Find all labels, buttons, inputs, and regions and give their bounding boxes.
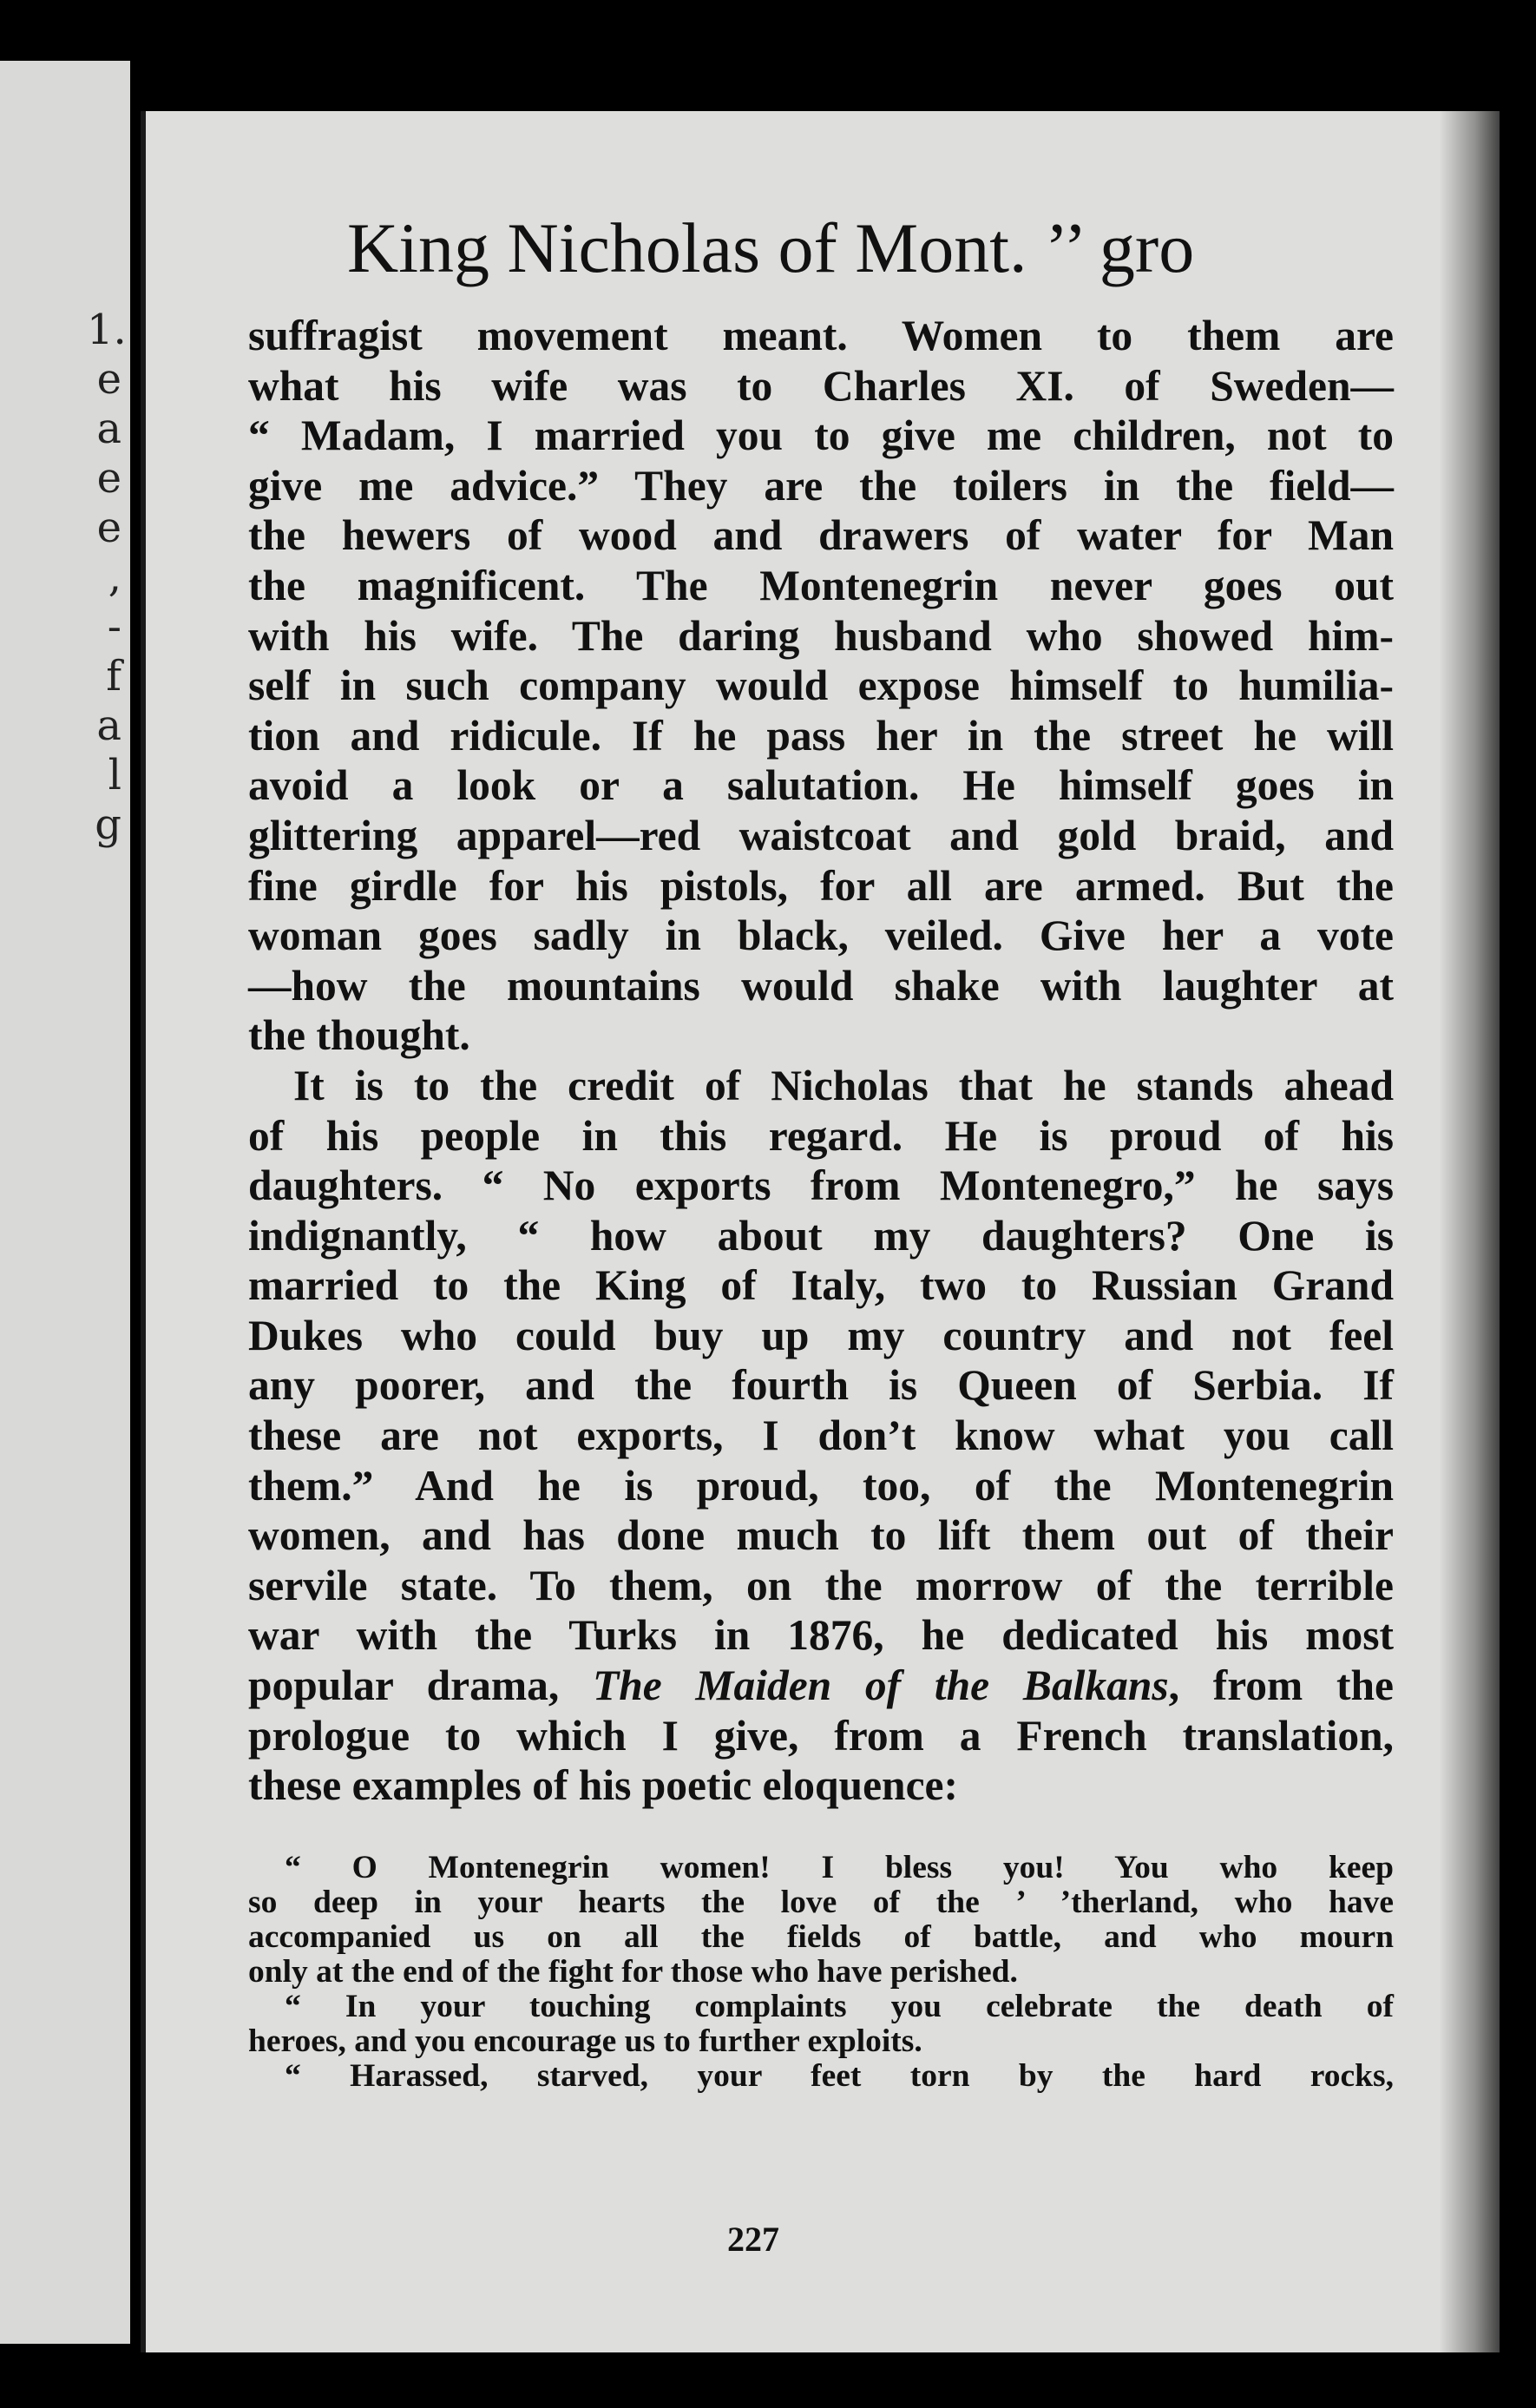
text-line: suffragist movement meant. Women to them are (248, 312, 1394, 359)
text-line: with his wife. The daring husband who showed him- (248, 611, 1394, 660)
drama-title: The Maiden of the Balkans (592, 1661, 1169, 1710)
text-line: give me advice.” They are the toilers in the field— (248, 461, 1394, 510)
text-line: so deep in your hearts the love of the ’ ’therland, who have (248, 1885, 1394, 1920)
facing-page-letter: , (108, 553, 121, 602)
text-line: any poorer, and the fourth is Queen of Serbia. If (248, 1361, 1394, 1410)
book-page (141, 111, 1500, 2352)
facing-page-letter: g (95, 800, 121, 849)
text-line: only at the end of the fight for those who have perished. (248, 1954, 1018, 1990)
text-line: the hewers of wood and drawers of water for Man (248, 511, 1394, 560)
paragraph-2-end (248, 1711, 1394, 1811)
text-line: woman goes sadly in black, veiled. Give her a vote (248, 911, 1394, 960)
text-line: tion and ridicule. If he pass her in the street he will (248, 711, 1394, 760)
facing-page-letter: f (106, 652, 121, 701)
facing-page-edge (0, 61, 130, 2344)
paragraph-1 (248, 311, 1394, 1061)
facing-page-letters (87, 306, 127, 850)
text-line: these examples of his poetic eloquence: (248, 1761, 959, 1810)
text-line: It is to the credit of Nicholas that he stands ahead (293, 1061, 1394, 1109)
facing-page-letter: e (96, 355, 121, 404)
text-line: the magnificent. The Montenegrin never goes out (248, 561, 1394, 609)
running-head: King Nicholas of Mont. ’’ gro (347, 208, 1195, 287)
text-line: “ Harassed, starved, your feet torn by the hard rocks, (285, 2058, 1394, 2094)
facing-page-letter: e (96, 454, 121, 503)
facing-page-letter: e (96, 503, 121, 552)
text-line: them.” And he is proud, too, of the Montenegrin (248, 1461, 1394, 1510)
text-line: accompanied us on all the fields of battle, and who mourn (248, 1919, 1394, 1955)
text-line: “ In your touching complaints you celebrate the death of (285, 1989, 1394, 2024)
text-line: avoid a look or a salutation. He himself goes in (248, 761, 1394, 810)
text-line: what his wife was to Charles XI. of Sweden— (248, 361, 1394, 410)
text-fragment: popular drama, (248, 1661, 593, 1710)
text-line: of his people in this regard. He is proud of his (248, 1111, 1394, 1160)
text-fragment: , from the (1168, 1661, 1394, 1710)
text-line: heroes, and you encourage us to further exploits. (248, 2023, 922, 2059)
page-gutter-shadow (1439, 111, 1500, 2352)
text-line: —how the mountains would shake with laughter at (248, 961, 1394, 1010)
facing-page-letter: 1. (87, 306, 127, 354)
page-number: 227 (727, 2220, 779, 2259)
text-line: Dukes who could buy up my country and not feel (248, 1311, 1394, 1359)
text-line: self in such company would expose himself to humilia- (248, 661, 1394, 710)
main-text (248, 311, 1394, 1811)
text-line: fine girdle for his pistols, for all are armed. But the (248, 861, 1394, 910)
text-line: indignantly, “ how about my daughters? One is (248, 1211, 1394, 1260)
text-line: servile state. To them, on the morrow of the terrible (248, 1561, 1394, 1609)
text-line: war with the Turks in 1876, he dedicated his most (248, 1611, 1394, 1660)
text-line: glittering apparel—red waistcoat and gold braid, and (248, 811, 1394, 859)
block-quote (248, 1851, 1394, 2094)
paragraph-2 (248, 1061, 1394, 1661)
facing-page-letter: a (96, 701, 121, 750)
facing-page-letter: - (107, 602, 121, 651)
text-line: these are not exports, I don’t know what you call (248, 1411, 1394, 1460)
text-line: women, and has done much to lift them out of their (248, 1511, 1394, 1560)
text-line: married to the King of Italy, two to Russian Grand (248, 1261, 1394, 1310)
text-line: daughters. “ No exports from Montenegro,” he says (248, 1161, 1394, 1210)
facing-page-letter: a (96, 405, 121, 453)
text-line: prologue to which I give, from a French translation, (248, 1711, 1394, 1760)
facing-page-letter: l (108, 751, 121, 799)
text-line-italic-title (248, 1661, 1394, 1711)
text-line: “ Madam, I married you to give me children, not to (248, 411, 1394, 460)
text-line: the thought. (248, 1011, 470, 1060)
text-line: “ O Montenegrin women! I bless you! You who keep (285, 1850, 1394, 1885)
